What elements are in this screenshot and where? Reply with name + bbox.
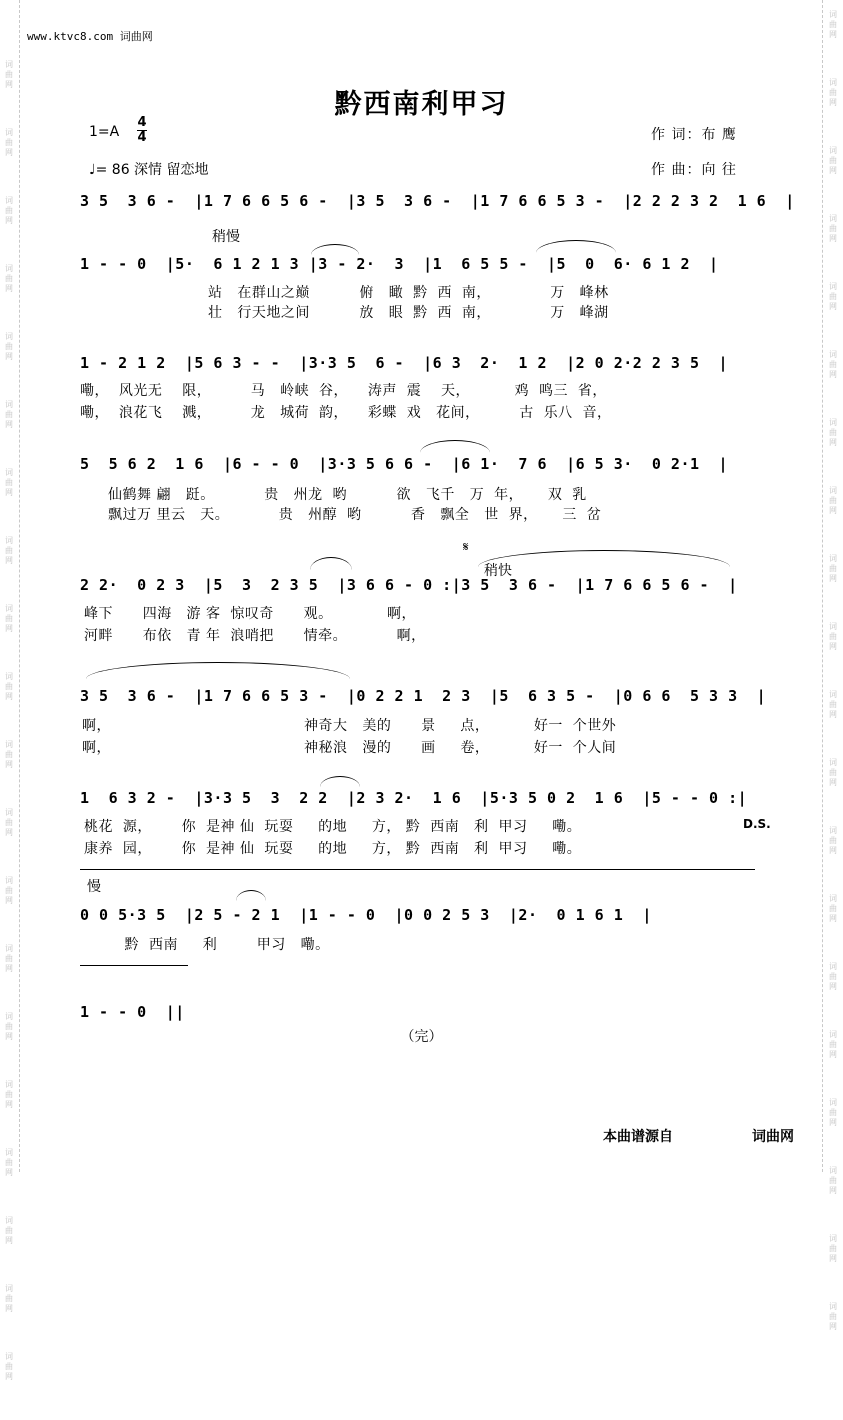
- volta-bracket-line: [80, 869, 755, 870]
- watermark-text: 词 曲 网: [5, 808, 13, 837]
- watermark-text: 词 曲 网: [5, 944, 13, 973]
- slur: [236, 890, 266, 901]
- key-signature: 1=A: [89, 124, 120, 140]
- watermark-text: 词 曲 网: [829, 1166, 837, 1195]
- composer-credit: 作 曲：向 往: [651, 162, 737, 178]
- watermark-text: 词 曲 网: [5, 400, 13, 429]
- site-url[interactable]: www.ktvc8.com 词曲网: [27, 30, 153, 43]
- slur: [311, 244, 359, 255]
- watermark-text: 词 曲 网: [829, 146, 837, 175]
- watermark-text: 词 曲 网: [5, 60, 13, 89]
- slur: [86, 662, 350, 679]
- time-signature: [137, 116, 147, 145]
- lyricist-credit: 作 词：布 鹰: [651, 127, 737, 143]
- watermark-text: 词 曲 网: [829, 826, 837, 855]
- watermark-text: 词 曲 网: [5, 740, 13, 769]
- lyrics-line-7-verse-1: 桃花 源， 你 是神 仙 玩耍 的地 方， 黔 西南 利 甲习 嘞。: [84, 819, 582, 835]
- watermark-text: 词 曲 网: [5, 196, 13, 225]
- watermark-text: 词 曲 网: [829, 1302, 837, 1331]
- notation-line-2: 1 - - 0 |5· 6 1 2 1 3 |3 - 2· 3 |1 6 5 5 - |5 0 6· 6 1 2 |: [80, 255, 719, 273]
- watermark-text: 词 曲 网: [5, 332, 13, 361]
- time-signature-top: 4: [137, 115, 147, 130]
- watermark-text: 词 曲 网: [5, 1352, 13, 1381]
- direction-shaoman: 稍慢: [212, 229, 240, 245]
- watermark-text: 词 曲 网: [829, 690, 837, 719]
- slur: [310, 557, 352, 570]
- song-title: 黔西南利甲习: [334, 89, 509, 120]
- watermark-text: 词 曲 网: [5, 604, 13, 633]
- ds-marking: D.S.: [743, 817, 771, 831]
- lyrics-line-2-verse-1: 站 在群山之巅 俯 瞰 黔 西 南， 万 峰林: [208, 285, 609, 301]
- footer-source-text: 本曲谱源自: [603, 1129, 673, 1145]
- footer-brand-link[interactable]: 词曲网: [752, 1129, 794, 1145]
- lyrics-line-3-verse-2: 嘞， 浪花飞 溅， 龙 城荷 韵， 彩蝶 戏 花间， 古 乐八 音，: [80, 405, 612, 421]
- watermark-text: 词 曲 网: [5, 1080, 13, 1109]
- notation-line-5: 2 2· 0 2 3 |5 3 2 3 5 |3 6 6 - 0 :|3 5 3 6 - |1 7 6 6 5 6 - |: [80, 576, 738, 594]
- watermark-text: 词 曲 网: [829, 554, 837, 583]
- slur: [320, 776, 360, 787]
- extension-line: [80, 965, 188, 966]
- direction-shaokuai: 稍快: [484, 563, 512, 579]
- watermark-text: 词 曲 网: [5, 1148, 13, 1177]
- watermark-text: 词 曲 网: [829, 282, 837, 311]
- watermark-text: 词 曲 网: [829, 214, 837, 243]
- segno-sign: 𝄋: [463, 540, 469, 555]
- watermark-text: 词 曲 网: [829, 758, 837, 787]
- slur: [420, 440, 490, 453]
- watermark-text: 词 曲 网: [5, 1284, 13, 1313]
- watermark-text: 词 曲 网: [829, 622, 837, 651]
- lyrics-line-4-verse-2: 飘过万 里云 天。 贵 州醇 哟 香 飘全 世 界， 三 岔: [108, 507, 602, 523]
- notation-line-3: 1 - 2 1 2 |5 6 3 - - |3·3 5 6 - |6 3 2· 1 2 |2 0 2·2 2 3 5 |: [80, 354, 729, 372]
- watermark-text: 词 曲 网: [5, 264, 13, 293]
- watermark-text: 词 曲 网: [829, 350, 837, 379]
- watermark-text: 词 曲 网: [829, 418, 837, 447]
- lyrics-line-8: 黔 西南 利 甲习 嘞。: [80, 937, 330, 953]
- lyrics-line-2-verse-2: 壮 行天地之间 放 眼 黔 西 南， 万 峰湖: [208, 305, 609, 321]
- watermark-text: 词 曲 网: [829, 962, 837, 991]
- watermark-text: 词 曲 网: [5, 672, 13, 701]
- tempo-mark: ♩= 86 深情 留恋地: [89, 162, 209, 178]
- watermark-text: 词 曲 网: [5, 876, 13, 905]
- direction-man: 慢: [87, 879, 101, 895]
- lyrics-line-6-verse-1: 啊， 神奇大 美的 景 点， 好一 个世外: [82, 718, 617, 734]
- watermark-text: 词 曲 网: [829, 1234, 837, 1263]
- right-border-line: [822, 0, 823, 1172]
- lyrics-line-7-verse-2: 康养 园， 你 是神 仙 玩耍 的地 方， 黔 西南 利 甲习 嘞。: [84, 841, 582, 857]
- lyrics-line-5-verse-2: 河畔 布依 青 年 浪哨把 情牵。 啊，: [84, 628, 426, 644]
- watermark-text: 词 曲 网: [5, 536, 13, 565]
- lyrics-line-6-verse-2: 啊， 神秘浪 漫的 画 卷， 好一 个人间: [82, 740, 617, 756]
- watermark-text: 词 曲 网: [829, 78, 837, 107]
- watermark-text: 词 曲 网: [829, 1030, 837, 1059]
- lyrics-line-3-verse-1: 嘞， 风光无 限， 马 岭峡 谷， 涛声 震 天， 鸡 鸣三 省，: [80, 383, 607, 399]
- lyrics-line-5-verse-1: 峰下 四海 游 客 惊叹奇 观。 啊，: [84, 606, 417, 622]
- watermark-text: 词 曲 网: [5, 1012, 13, 1041]
- watermark-text: 词 曲 网: [829, 10, 837, 39]
- left-border-line: [19, 0, 20, 1172]
- slur: [536, 240, 616, 253]
- notation-line-8: 0 0 5·3 5 |2 5 - 2 1 |1 - - 0 |0 0 2 5 3 |2· 0 1 6 1 |: [80, 906, 652, 924]
- notation-line-7: 1 6 3 2 - |3·3 5 3 2 2 |2 3 2· 1 6 |5·3 5 0 2 1 6 |5 - - 0 :|: [80, 789, 748, 807]
- watermark-text: 词 曲 网: [5, 1216, 13, 1245]
- watermark-text: 词 曲 网: [5, 468, 13, 497]
- left-watermark-column: [2, 60, 16, 1420]
- notation-line-9: 1 - - 0 ||: [80, 1003, 185, 1021]
- end-mark: （完）: [400, 1029, 443, 1045]
- watermark-text: 词 曲 网: [5, 128, 13, 157]
- watermark-text: 词 曲 网: [829, 1098, 837, 1127]
- slur: [478, 550, 730, 567]
- right-watermark-column: [826, 10, 840, 1370]
- notation-line-4: 5 5 6 2 1 6 |6 - - 0 |3·3 5 6 6 - |6 1· 7 6 |6 5 3· 0 2·1 |: [80, 455, 729, 473]
- lyrics-line-4-verse-1: 仙鹤舞 翩 跹。 贵 州龙 哟 欲 飞千 万 年， 双 乳: [108, 487, 587, 503]
- watermark-text: 词 曲 网: [829, 894, 837, 923]
- notation-line-1: 3 5 3 6 - |1 7 6 6 5 6 - |3 5 3 6 - |1 7 6 6 5 3 - |2 2 2 3 2 1 6 |: [80, 192, 795, 210]
- notation-line-6: 3 5 3 6 - |1 7 6 6 5 3 - |0 2 2 1 2 3 |5 6 3 5 - |0 6 6 5 3 3 |: [80, 687, 767, 705]
- time-signature-bottom: 4: [137, 130, 147, 145]
- watermark-text: 词 曲 网: [829, 486, 837, 515]
